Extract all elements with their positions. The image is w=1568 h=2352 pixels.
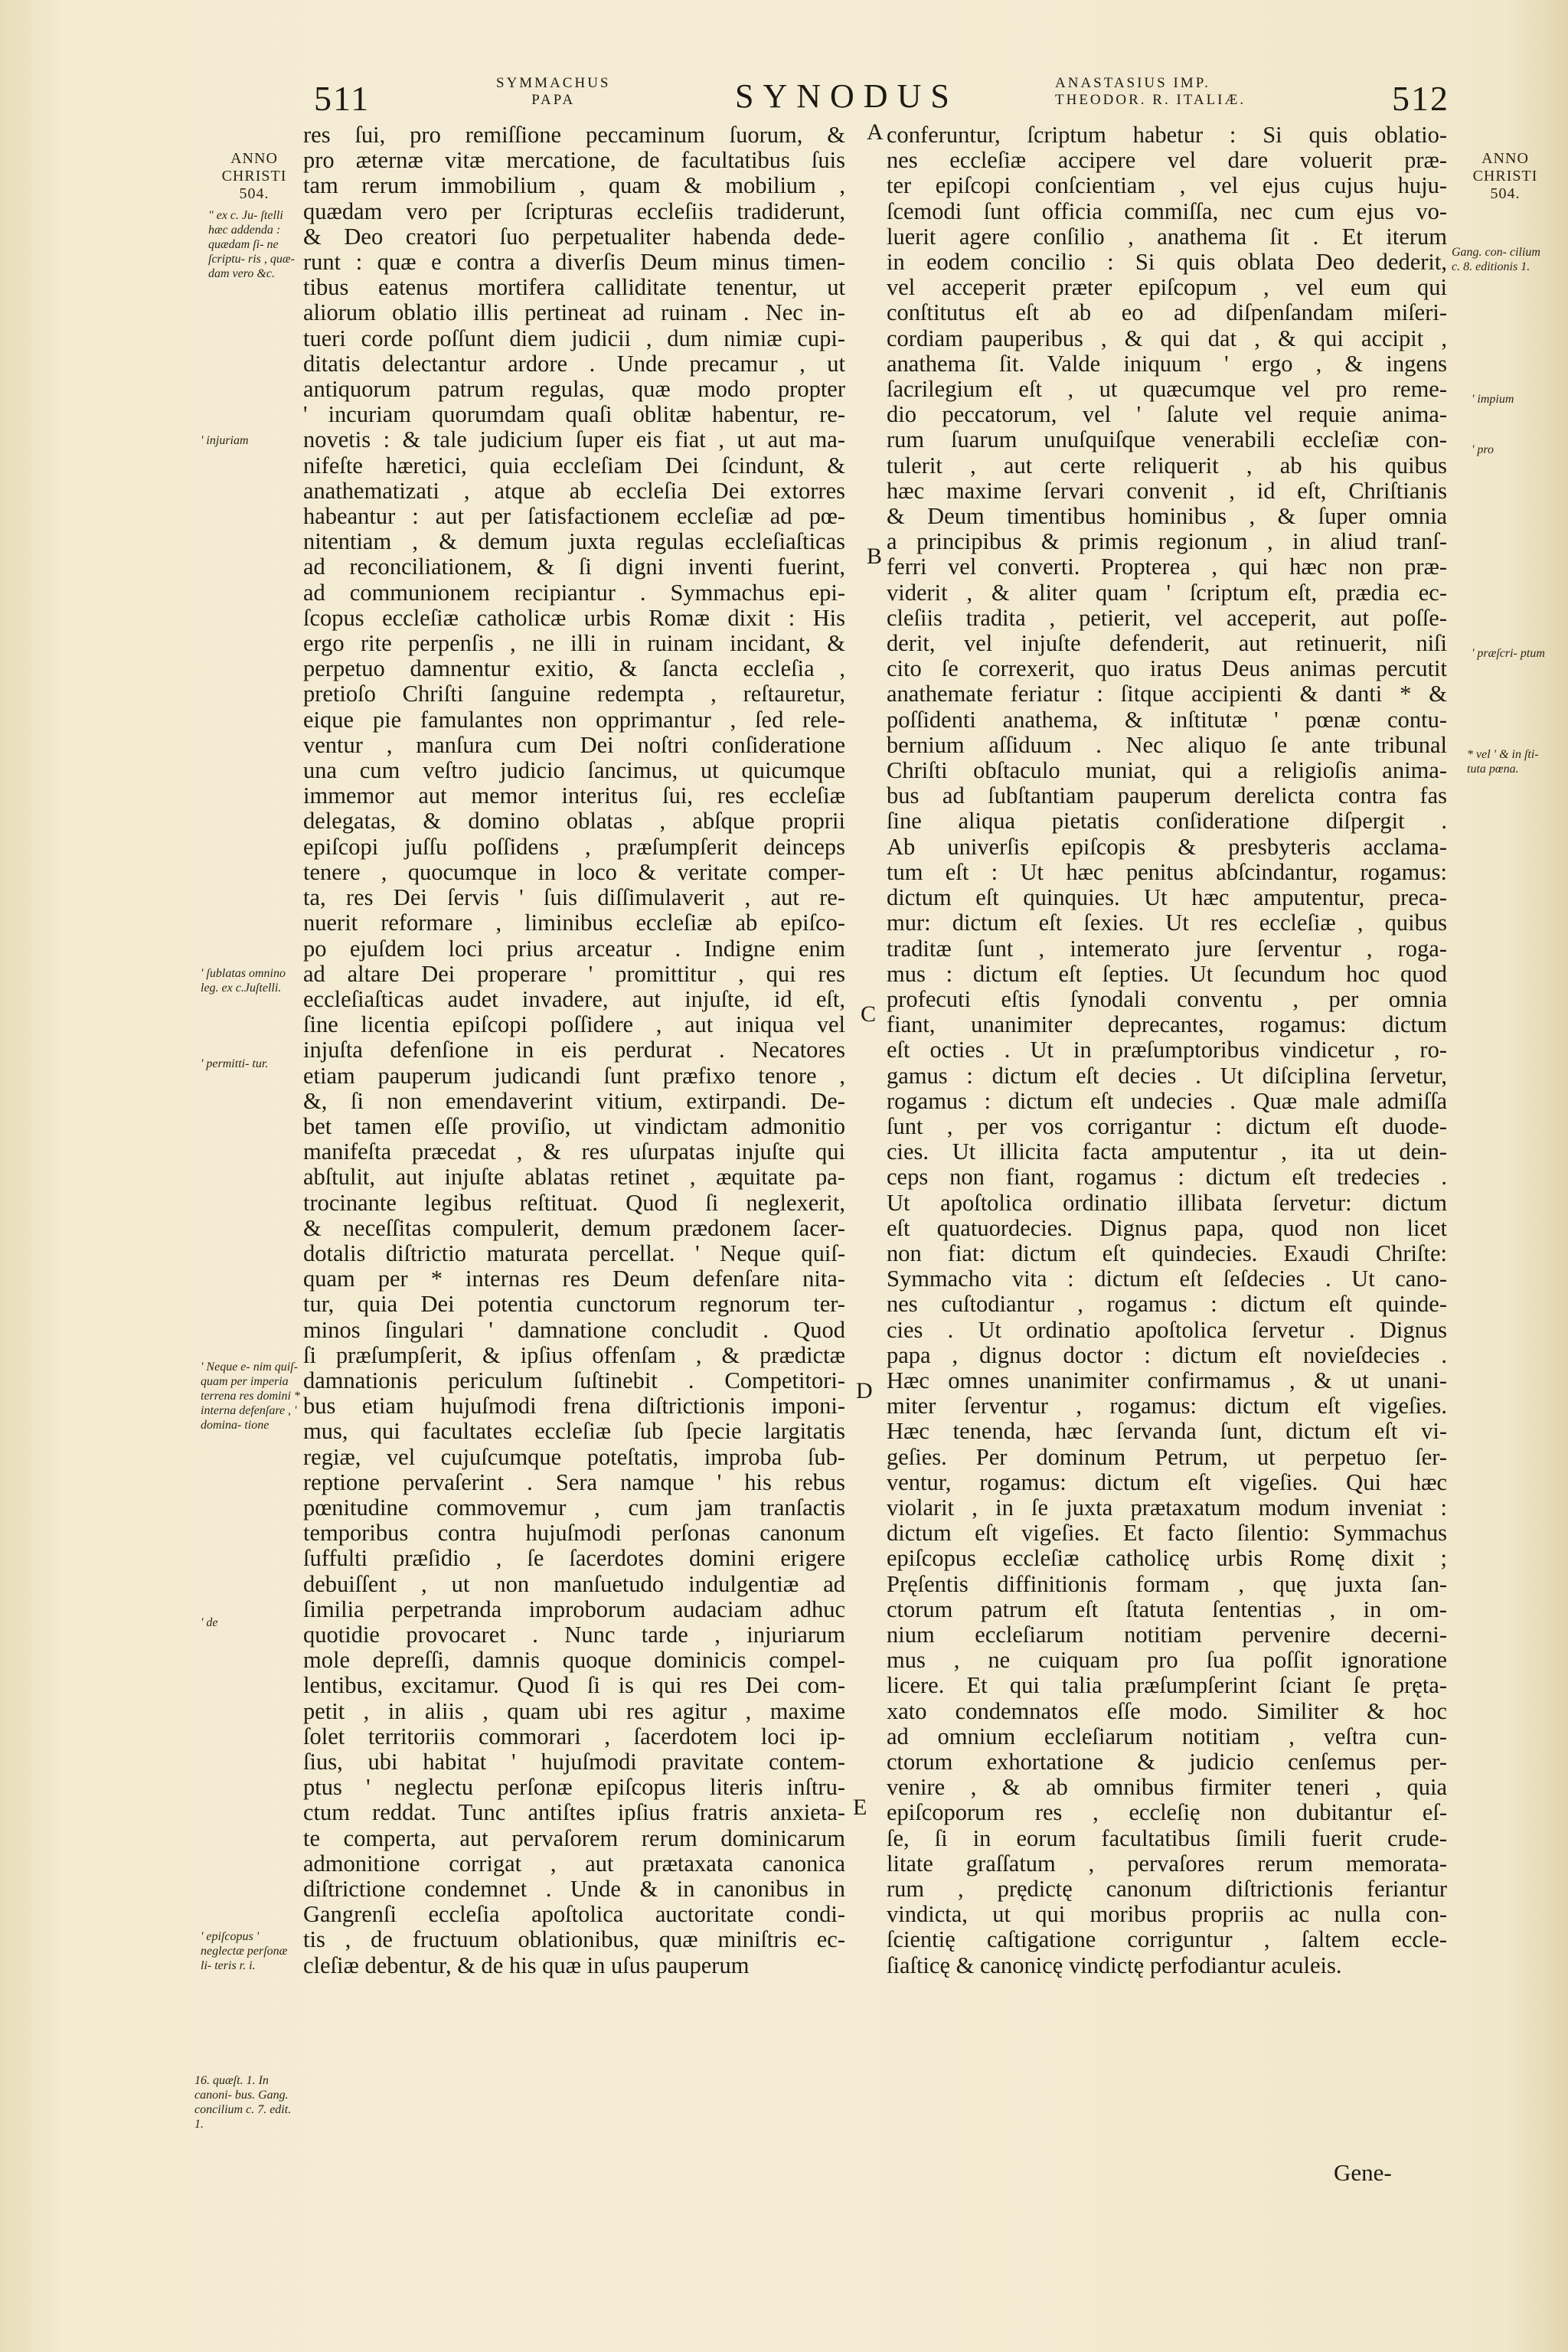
left-column-line: ptus ' neglectu perſonæ epiſcopus literis inſtru- xyxy=(303,1775,845,1801)
left-column-line: ſius, ubi habitat ' hujuſmodi pravitate contem- xyxy=(303,1749,845,1775)
right-column-line: ſine aliqua pietatis conſideratione diſpergit . xyxy=(887,808,1447,835)
left-column-line: reptione pervaſerint . Sera namque ' his rebus xyxy=(303,1469,845,1495)
right-column-line: anathema ſit. Valde iniquum ' ergo , & ingens xyxy=(887,351,1447,377)
left-column-line: ad communionem recipiantur . Symmachus epi- xyxy=(303,580,845,606)
right-column-line: ceps non fiant, rogamus : dictum eſt tredecies . xyxy=(887,1165,1447,1191)
left-column-line: temporibus contra hujuſmodi perſonas canonum xyxy=(303,1521,845,1547)
left-column-line: nuerit reformare , liminibus eccleſiæ ab epiſco- xyxy=(303,910,845,936)
left-column-line: ergo rite perpenſis , ne illi in ruinam incidant, & xyxy=(303,631,845,657)
right-column-line: geſies. Per dominum Petrum, ut perpetuo ſer- xyxy=(887,1444,1447,1470)
right-column-line: derit, vel injuſte defenderit, aut retinuerit, niſi xyxy=(887,631,1447,657)
right-column-line: ctorum exhortatione & judicio cenſemus per- xyxy=(887,1749,1447,1775)
left-column-line: mole depreſſi, damnis quoque dominicis compel- xyxy=(303,1648,845,1674)
left-margin-note-anno: ANNO CHRISTI 504. xyxy=(221,150,287,202)
right-running-head-line1: ANASTASIUS IMP. xyxy=(1055,75,1210,91)
left-column-line: ſi præſumpſerit, & ipſius offenſam , & prædictæ xyxy=(303,1342,845,1368)
left-page-number: 511 xyxy=(314,79,371,118)
right-column-line: cordiam pauperibus , & qui dat , & qui accipit , xyxy=(887,325,1447,351)
left-column-line: quædam vero per ſcripturas eccleſiis tradiderunt, xyxy=(303,198,845,224)
right-column-line: ſcemodi ſunt officia commiſſa, nec cum ejus vo- xyxy=(887,198,1447,224)
left-column-line: bus etiam hujuſmodi frena diſtrictionis imponi- xyxy=(303,1393,845,1419)
left-column-line: & Deo creatori ſuo perpetualiter habenda dede- xyxy=(303,224,845,250)
right-column-line: Hæc tenenda, hæc ſervanda ſunt, dictum eſt vi- xyxy=(887,1419,1447,1445)
left-column-line: aliorum oblatio illis pertineat ad ruinam . Nec in- xyxy=(303,300,845,326)
right-column-line: cies. Ut illicita facta amputentur , ita ut dein- xyxy=(887,1139,1447,1165)
left-column-line: una cum veſtro judicio ſancimus, ut quicumque xyxy=(303,758,845,784)
section-letter-c: C xyxy=(861,1001,877,1027)
right-column-line: rum , prędictę canonum diſtrictionis feriantur xyxy=(887,1877,1447,1903)
right-margin-note-pro: ' pro xyxy=(1472,443,1494,456)
right-margin-note-anno: ANNO CHRISTI 504. xyxy=(1472,150,1538,202)
right-column-line: vel acceperit præter epiſcopum , vel eum qui xyxy=(887,275,1447,301)
left-column-line: antiquorum patrum regulas, quæ modo propter xyxy=(303,377,845,403)
right-column-line: bernium aſſiduum . Nec aliquo ſe ante tribunal xyxy=(887,732,1447,758)
left-column-line: anathematizati , atque ab eccleſia Dei extorres xyxy=(303,478,845,504)
right-column-line: violarit , in ſe juxta prætaxatum modum inveniat : xyxy=(887,1494,1447,1521)
left-column-line: ſolet territoriis commorari , ſacerdotem loci ip- xyxy=(303,1723,845,1749)
right-column-line: Ut apoſtolica ordinatio illibata ſervetur: dictum xyxy=(887,1190,1447,1216)
left-column-line: tenere , quocumque in loco & veritate comper- xyxy=(303,859,845,885)
right-column-line: Hæc omnes unanimiter confirmamus , & ut unani- xyxy=(887,1367,1447,1393)
left-column-line: novetis : & tale judicium ſuper eis fiat , ut aut ma- xyxy=(303,427,845,453)
left-column-line: nitentiam , & demum juxta regulas eccleſiaſticas xyxy=(303,529,845,555)
left-column-line: abſtulit, aut injuſte ablatas retinet , æquitate pa- xyxy=(303,1165,845,1191)
left-column-line: quotidie provocaret . Nunc tarde , injuriarum xyxy=(303,1622,845,1648)
left-column-line: Gangrenſi eccleſia apoſtolica auctoritate condi- xyxy=(303,1902,845,1928)
left-margin-note-de: ' de xyxy=(201,1616,218,1629)
left-margin-note-episcopus: ' epiſcopus ' neglectæ perſonæ li- teris r. i. xyxy=(201,1930,288,1972)
left-column-line: res ſui, pro remiſſione peccaminum ſuorum, & xyxy=(303,122,845,148)
left-column-line: eique pie famulantes non opprimantur , ſed rele- xyxy=(303,707,845,733)
page-title: SYNODUS xyxy=(735,77,959,115)
right-column-line: epiſcoporum res , eccleſię non dubitantur eſ- xyxy=(887,1800,1447,1826)
left-column-line: perpetuo damnentur exitio, & ſancta eccleſia , xyxy=(303,656,845,682)
left-column-line: te comperta, aut pervaſorem rerum dominicarum xyxy=(303,1825,845,1851)
left-column-line: petit , in aliis , quam ubi res agitur , maxime xyxy=(303,1698,845,1724)
right-column-line: Ab univerſis epiſcopis & presbyteris acclama- xyxy=(887,834,1447,860)
right-column-line: miter ſerventur , rogamus: dictum eſt vigeſies. xyxy=(887,1393,1447,1419)
right-column-line: conſtitutus eſt ab eo ad diſpenſandam miſeri- xyxy=(887,300,1447,326)
right-column-line: dio peccatorum, vel ' ſalute vel requie anima- xyxy=(887,402,1447,428)
left-column-line: ſcopus eccleſiæ catholicæ urbis Romæ dixit : His xyxy=(303,605,845,631)
left-column-line: &, ſi non emendaverint vitium, extirpandi. De- xyxy=(303,1088,845,1114)
right-column-line: ctorum patrum eſt ſtatuta ſententias , in om- xyxy=(887,1596,1447,1622)
left-column-line: minos ſingulari ' damnatione concludit . Quod xyxy=(303,1317,845,1343)
right-column-line: tum eſt : Ut hæc penitus abſcindantur, rogamus: xyxy=(887,859,1447,885)
right-column-line: dictum eſt vigeſies. Et facto ſilentio: Symmachus xyxy=(887,1521,1447,1547)
left-column-line: cleſiæ debentur, & de his quæ in uſus pauperum xyxy=(303,1952,750,1978)
right-column-line: nium eccleſiarum notitiam pervenire decerni- xyxy=(887,1622,1447,1648)
right-margin-note-gang: Gang. con- cilium c. 8. editionis 1. xyxy=(1452,246,1540,273)
left-column-line: damnationis periculum ſuſtinebit . Competitori- xyxy=(303,1367,845,1393)
right-column-line: Chriſti obſtaculo muniat, qui a religioſis anima- xyxy=(887,758,1447,784)
left-column-line: admonitione corrigat , aut prætaxata canonica xyxy=(303,1851,845,1877)
left-column-line: nifeſte hæretici, quia eccleſiam Dei ſcindunt, & xyxy=(303,452,845,479)
right-column-line: ventur, rogamus: dictum eſt vigeſies. Qui hæc xyxy=(887,1469,1447,1495)
left-running-head xyxy=(496,75,610,109)
left-text-column xyxy=(303,122,845,1978)
right-column-line: conferuntur, ſcriptum habetur : Si quis oblatio- xyxy=(887,122,1447,148)
right-page-number: 512 xyxy=(1392,79,1449,118)
left-column-line: ctum reddat. Tunc antiſtes ipſius fratris anxieta- xyxy=(303,1800,845,1826)
right-column-line: eſt octies . Ut in præſumptoribus vindicetur , ro- xyxy=(887,1037,1447,1063)
right-running-head xyxy=(1055,75,1246,109)
left-column-line: pretioſo Chriſti ſanguine redempta , reſtauretur, xyxy=(303,681,845,707)
left-column-line: mus, qui facultates eccleſiæ ſub ſpecie largitatis xyxy=(303,1419,845,1445)
right-column-line: cito ſe correxerit, quo iratus Deus animas percutit xyxy=(887,656,1447,682)
right-column-line: anathemate feriatur : ſitque accipienti & danti * & xyxy=(887,681,1447,707)
right-margin-note-pœna: * vel ' & in ſti- tuta pœna. xyxy=(1467,748,1539,776)
right-column-line: vindicta, ut qui moribus propriis ac nulla con- xyxy=(887,1902,1447,1928)
right-column-line: Symmacho vita : dictum eſt ſeſdecies . Ut cano- xyxy=(887,1266,1447,1292)
left-column-line: manifeſta præcedat , & res uſurpatas injuſte qui xyxy=(303,1139,845,1165)
left-column-line: & neceſſitas compulerit, demum prædonem ſacer- xyxy=(303,1215,845,1241)
right-column-line: luerit agere conſilio , anathema ſit . Et iterum xyxy=(887,224,1447,250)
left-column-line: runt : quæ e contra a diverſis Deum minus timen- xyxy=(303,250,845,276)
left-column-line: ſine licentia epiſcopi poſſidere , aut iniqua vel xyxy=(303,1012,845,1038)
left-column-line: ventur , manſura cum Dei noſtri conſideratione xyxy=(303,732,845,758)
section-letter-e: E xyxy=(853,1795,867,1820)
right-column-line: papa , dignus doctor : dictum eſt novieſdecies . xyxy=(887,1342,1447,1368)
right-column-line: profecuti eſtis ſynodali conventu , per omnia xyxy=(887,986,1447,1012)
left-column-line: pœnitudine commovemur , cum jam tranſactis xyxy=(303,1494,845,1521)
left-margin-note-quaest: 16. quæſt. 1. In canoni- bus. Gang. concilium c. 7. edit. 1. xyxy=(194,2074,292,2131)
right-margin-note-impium: ' impium xyxy=(1472,393,1514,406)
right-column-line: dictum eſt quinquies. Ut hæc amputentur, preca- xyxy=(887,885,1447,911)
right-margin-note-praescriptum: ' præſcri- ptum xyxy=(1472,647,1545,660)
left-column-line: ta, res Dei ſervis ' ſuis diſſimulaverit , aut re- xyxy=(303,885,845,911)
right-column-line: & Deum timentibus hominibus , & ſuper omnia xyxy=(887,504,1447,530)
right-column-line: fiant, unanimiter deprecantes, rogamus: dictum xyxy=(887,1012,1447,1038)
right-column-line: ſcientię caſtigatione corriguntur , ſaltem eccle- xyxy=(887,1927,1447,1953)
right-column-line: a principibus & primis regionum , in aliud tranſ- xyxy=(887,529,1447,555)
left-column-line: etiam pauperum judicandi ſunt præfixo tenore , xyxy=(303,1063,845,1089)
right-column-line: cleſiis tradita , petierit, vel acceperit, aut poſſe- xyxy=(887,605,1447,631)
catchword: Gene- xyxy=(1334,2159,1392,2186)
right-column-line: gamus : dictum eſt decies . Ut diſciplina ſervetur, xyxy=(887,1063,1447,1089)
left-margin-note-permittitur: ' permitti- tur. xyxy=(201,1057,269,1070)
right-column-line: ferri vel converti. Propterea , qui hæc non præ- xyxy=(887,554,1447,580)
left-margin-note-sublatas: ' ſublatas omnino leg. ex c.Juſtelli. xyxy=(201,967,286,995)
right-column-line: rogamus : dictum eſt undecies . Quæ male admiſſa xyxy=(887,1088,1447,1114)
right-column-line: traditæ ſunt , intemerato jure ſerventur , roga- xyxy=(887,936,1447,962)
left-column-line: ſimilia perpetranda improborum audaciam adhuc xyxy=(303,1596,845,1622)
right-column-line: non fiat: dictum eſt quindecies. Exaudi Chriſte: xyxy=(887,1240,1447,1266)
left-column-line: ad altare Dei properare ' promittitur , qui res xyxy=(303,961,845,987)
right-column-line: tulerit , aut certe reliquerit , ab his quibus xyxy=(887,452,1447,479)
right-column-line: ter epiſcopi conſcientiam , vel ejus cujus huju- xyxy=(887,173,1447,199)
left-column-line: trocinante legibus reſtituat. Quod ſi neglexerit, xyxy=(303,1190,845,1216)
section-letter-b: B xyxy=(867,544,883,569)
right-column-line: mur: dictum eſt ſexies. Ut res eccleſiæ , quibus xyxy=(887,910,1447,936)
left-running-head-line1: SYMMACHUS xyxy=(496,75,611,91)
left-column-line: tibus eatenus mortifera calliditate tenentur, ut xyxy=(303,275,845,301)
left-column-line: quam per * internas res Deum defenſare nita- xyxy=(303,1266,845,1292)
right-column-line: ſacrilegium eſt , ut quæcumque vel pro reme- xyxy=(887,377,1447,403)
right-column-line: nes eccleſiæ accipere vel dare voluerit præ- xyxy=(887,148,1447,174)
right-column-line: ſe, ſi in eorum facultatibus ſimili fuerit crude- xyxy=(887,1825,1447,1851)
right-column-line: rum ſuarum unuſquiſque venerabili eccleſiæ con- xyxy=(887,427,1447,453)
right-column-line: xato condemnatos eſſe modo. Similiter & hoc xyxy=(887,1698,1447,1724)
right-running-head-line2: THEODOR. R. ITALIÆ. xyxy=(1055,92,1246,108)
left-column-line: debuiſſent , ut non manſuetudo indulgentiæ ad xyxy=(303,1571,845,1597)
right-column-line: litate graſſatum , pervaſores rerum memorata- xyxy=(887,1851,1447,1877)
left-column-line: diſtrictione condemnet . Unde & in canonibus in xyxy=(303,1877,845,1903)
left-column-line: injuſta defenſione in eis perdurat . Necatores xyxy=(303,1037,845,1063)
left-column-line: dotalis diſtrictio maturata percellat. ' Neque quiſ- xyxy=(303,1240,845,1266)
right-column-line: epiſcopus eccleſiæ catholicę urbis Romę dixit ; xyxy=(887,1546,1447,1572)
left-column-line: ' incuriam quorumdam quaſi oblitæ habentur, re- xyxy=(303,402,845,428)
left-column-line: regiæ, vel cujuſcumque poteſtatis, improba ſub- xyxy=(303,1444,845,1470)
left-column-line: po ejuſdem loci prius arceatur . Indigne enim xyxy=(303,936,845,962)
right-column-line: mus , ne cuiquam pro ſua poſſit ignoratione xyxy=(887,1648,1447,1674)
left-column-line: lentibus, excitamur. Quod ſi is qui res Dei com- xyxy=(303,1673,845,1699)
left-margin-note-neque: ' Neque e- nim quiſ- quam per imperia terrena res domini * interna defenſare , ' domina- tione xyxy=(201,1361,300,1432)
left-column-line: tur, quia Dei potentia cunctorum regnorum ter- xyxy=(303,1292,845,1318)
section-letter-d: D xyxy=(856,1378,873,1403)
right-column-line: in eodem concilio : Si quis oblata Deo dederit, xyxy=(887,250,1447,276)
left-column-line: bet tamen eſſe proviſio, ut vindictam admonitio xyxy=(303,1113,845,1139)
right-column-line: viderit , & aliter quam ' ſcriptum eſt, prædia ec- xyxy=(887,580,1447,606)
left-column-line: eccleſiaſticas audet invadere, aut injuſte, id eſt, xyxy=(303,986,845,1012)
left-column-line: pro æternæ vitæ mercatione, de facultatibus ſuis xyxy=(303,148,845,174)
right-column-line: poſſidenti anathema, & inſtitutæ ' pœnæ contu- xyxy=(887,707,1447,733)
right-column-line: eſt quatuordecies. Dignus papa, quod non licet xyxy=(887,1215,1447,1241)
left-column-line: tam rerum immobilium , quam & mobilium , xyxy=(303,173,845,199)
right-column-line: licere. Et qui talia præſumpſerint ſciant ſe pręta- xyxy=(887,1673,1447,1699)
left-margin-note-injuriam: ' injuriam xyxy=(201,434,249,447)
right-column-line: hæc maxime ſervari convenit , id eſt, Chriſtianis xyxy=(887,478,1447,504)
left-column-line: ditatis delectantur ardore . Unde precamur , ut xyxy=(303,351,845,377)
left-column-line: habeantur : aut per ſatisfactionem eccleſiæ ad pœ- xyxy=(303,504,845,530)
right-column-line: bus ad ſubſtantiam pauperum derelicta contra fas xyxy=(887,783,1447,809)
right-column-line: ſiaſticę & canonicę vindictę perfodiantur aculeis. xyxy=(887,1952,1342,1978)
right-column-line: venire , & ab omnibus firmiter teneri , quia xyxy=(887,1775,1447,1801)
left-column-line: tueri corde poſſunt diem judicii , dum nimiæ cupi- xyxy=(303,325,845,351)
left-column-line: delegatas, & domino oblatas , abſque proprii xyxy=(303,808,845,835)
right-column-line: Pręſentis diffinitionis formam , quę juxta ſan- xyxy=(887,1571,1447,1597)
left-column-line: tis , de fructuum oblationibus, quæ miniſtris ec- xyxy=(303,1927,845,1953)
left-column-line: ſuffulti præſidio , ſe ſacerdotes domini erigere xyxy=(303,1546,845,1572)
left-column-line: ad reconciliationem, & ſi digni inventi fuerint, xyxy=(303,554,845,580)
left-margin-note-justelli: " ex c. Ju- ſtelli hæc addenda : quædam ſi- ne ſcriptu- ris , quæ- dam vero &c. xyxy=(208,209,295,280)
left-running-head-line2: PAPA xyxy=(531,92,576,108)
right-column-line: mus : dictum eſt ſepties. Ut ſecundum hoc quod xyxy=(887,961,1447,987)
right-column-line: nes cuſtodiantur , rogamus : dictum eſt quinde- xyxy=(887,1292,1447,1318)
right-text-column xyxy=(887,122,1447,1978)
right-column-line: ſunt , per vos corrigantur : dictum eſt duode- xyxy=(887,1113,1447,1139)
left-column-line: epiſcopi juſſu poſſidens , præſumpſerit deinceps xyxy=(303,834,845,860)
section-letter-a: A xyxy=(867,119,884,145)
right-column-line: cies . Ut ordinatio apoſtolica ſervetur . Dignus xyxy=(887,1317,1447,1343)
right-column-line: ad omnium eccleſiarum notitiam , veſtra cun- xyxy=(887,1723,1447,1749)
left-column-line: immemor aut memor interitus ſui, res eccleſiæ xyxy=(303,783,845,809)
